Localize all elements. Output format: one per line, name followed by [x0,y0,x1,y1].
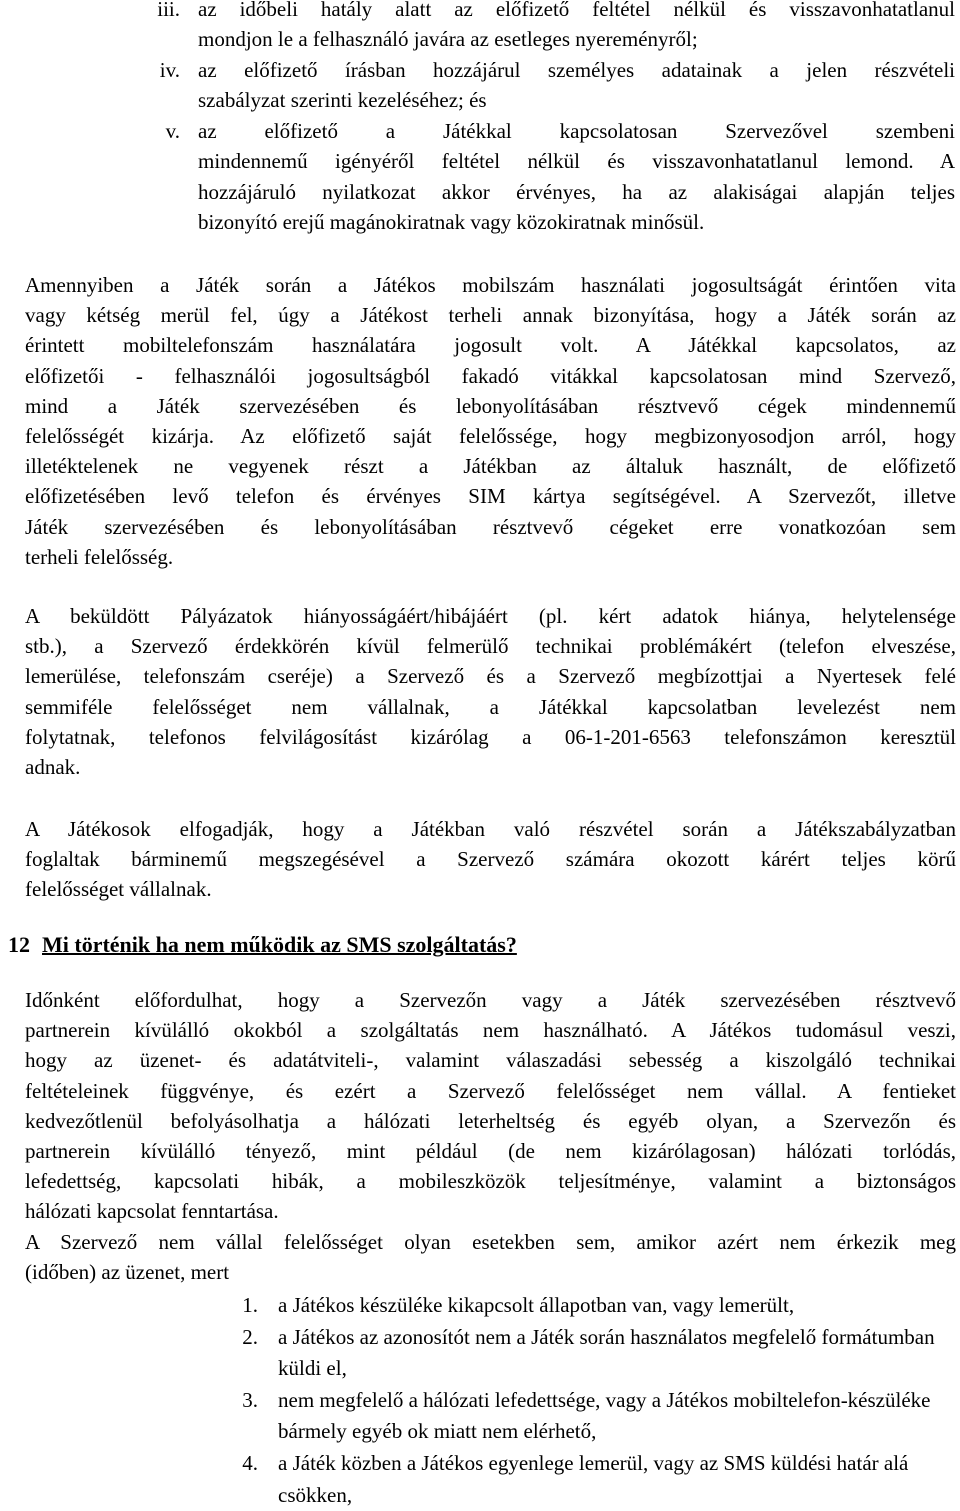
list-marker: v. [165,119,180,143]
text-line: A Játékosok elfogadják, hogy a Játékban való részvétel során a Játékszabályzatban [25,817,956,841]
text-line: mindennemű igényéről feltétel nélkül és visszavonhatatlanul lemond. A [198,149,955,174]
text-line: felelősségét kizárja. Az előfizető saját felelőssége, hogy megbizonyosodjon arról, hogy [25,424,956,449]
text-line: semmiféle felelősséget nem vállalnak, a Játékkal kapcsolatban levelezést nem [25,694,956,719]
list-marker: iii. [157,0,180,21]
text-line: Játék szervezésében és lebonyolításában résztvevő cégeket erre vonatkozóan sem [25,514,956,539]
text-line: partnerein kívülálló okokból a szolgáltatás nem használható. A Játékos tudomásul veszi, [25,1018,956,1043]
text-line: lemerülése, telefonszám cseréje) a Szervező és a Szervező megbízottjai a Nyertesek felé [25,664,956,689]
list-item-text: nem megfelelő a hálózati lefedettsége, vagy a Játékos mobiltelefon-készüléke bármely egyéb ok miatt nem elérhető, [278,1387,931,1444]
text-line: előfizetői - felhasználói jogosultságból fakadó vitákkal kapcsolatosan mind Szervező, [25,363,956,388]
list-item-text [198,116,955,238]
text-line: (időben) az üzenet, mert [25,1260,230,1285]
list-item [230,1290,956,1322]
section-heading [8,930,517,960]
paragraph [25,1227,956,1287]
text-line: Időnként előfordulhat, hogy a Szervezőn vagy a Játék szervezésében résztvevő [25,988,956,1012]
text-line: folytatnak, telefonos felvilágosítást kizárólag a 06-1-201-6563 telefonszámon keresztül [25,724,956,749]
paragraph [25,601,956,782]
roman-list [120,0,956,238]
text-line: partnerein kívülálló tényező, mint például (de nem kizárólagosan) hálózati torlódás, [25,1139,956,1164]
text-line: lefedettség, kapcsolati hibák, a mobileszközök teljesítménye, valamint a biztonságos [25,1169,956,1194]
list-marker: 4. [242,1450,258,1475]
paragraph [25,985,956,1227]
text-line: az előfizető a Játékkal kapcsolatosan Szervezővel szembeni [198,119,955,143]
numbered-list [230,1290,956,1511]
text-line: az előfizető írásban hozzájárul személyes adatainak a jelen részvételi [198,58,955,82]
list-marker: 3. [242,1387,258,1412]
text-line: adnak. [25,755,81,780]
roman-list-item [120,55,956,116]
text-line: az időbeli hatály alatt az előfizető feltétel nélkül és visszavonhatatlanul [198,0,955,21]
text-line: stb.), a Szervező érdekkörén kívül felmerülő technikai problémákért (telefon elveszése, [25,634,956,659]
list-marker: 1. [242,1293,258,1317]
paragraph [25,270,956,572]
list-item-text: a Játék közben a Játékos egyenlege lemerül, vagy az SMS küldési határ alá csökken, [278,1450,909,1507]
text-line: illetéktelenek ne vegyenek részt a Játékban az általuk használt, de előfizető [25,454,956,479]
text-line: felelősséget vállalnak. [25,877,212,902]
text-line: hogy az üzenet- és adatátviteli-, valamint válaszadási sebesség a kiszolgáló technikai [25,1048,956,1073]
text-line: hozzájáruló nyilatkozat akkor érvényes, ha az alakiságai alapján teljes [198,179,955,204]
text-line: bizonyító erejű magánokiratnak vagy közokiratnak minősül. [198,210,705,235]
roman-list-item [120,0,956,55]
text-line: mondjon le a felhasználó javára az esetleges nyereményről; [198,27,698,52]
list-item-text [198,0,955,55]
text-line: vagy kétség merül fel, úgy a Játékost terheli annak bizonyítása, hogy a Játék során az [25,303,956,328]
text-line: előfizetésében levő telefon és érvényes SIM kártya segítségével. A Szervezőt, illetve [25,484,956,509]
list-item-text [198,55,955,116]
text-line: Amennyiben a Játék során a Játékos mobilszám használati jogosultságát érintően vita [25,273,956,297]
list-item-text: a Játékos készüléke kikapcsolt állapotban van, vagy lemerült, [278,1293,795,1317]
list-item [230,1385,956,1448]
text-line: terheli felelősség. [25,544,174,569]
list-marker: iv. [159,58,180,82]
text-line: A Szervező nem vállal felelősséget olyan esetekben sem, amikor azért nem érkezik meg [25,1230,956,1254]
list-item-text: a Játékos az azonosítót nem a Játék során használatos megfelelő formátumban küldi el, [278,1324,935,1381]
text-line: hálózati kapcsolat fenntartása. [25,1199,279,1224]
text-line: foglaltak bárminemű megszegésével a Szervező számára okozott kárért teljes körű [25,847,956,872]
section-title: Mi történik ha nem működik az SMS szolgáltatás? [42,932,517,957]
list-item [230,1448,956,1511]
text-line: A beküldött Pályázatok hiányosságáért/hibájáért (pl. kért adatok hiánya, helytelensége [25,604,956,628]
roman-list-item [120,116,956,238]
text-line: szabályzat szerinti kezeléséhez; és [198,88,487,113]
section-number: 12 [8,932,30,957]
text-line: kedvezőtlenül befolyásolhatja a hálózati leterheltség és egyéb olyan, a Szervezőn és [25,1108,956,1133]
text-line: mind a Játék szervezésében és lebonyolításában résztvevő cégek mindennemű [25,393,956,418]
text-line: feltételeinek függvénye, és ezért a Szervező felelősséget nem vállal. A fentieket [25,1078,956,1103]
list-item [230,1322,956,1385]
list-marker: 2. [242,1324,258,1349]
paragraph [25,814,956,905]
text-line: érintett mobiltelefonszám használatára jogosult volt. A Játékkal kapcsolatos, az [25,333,956,358]
